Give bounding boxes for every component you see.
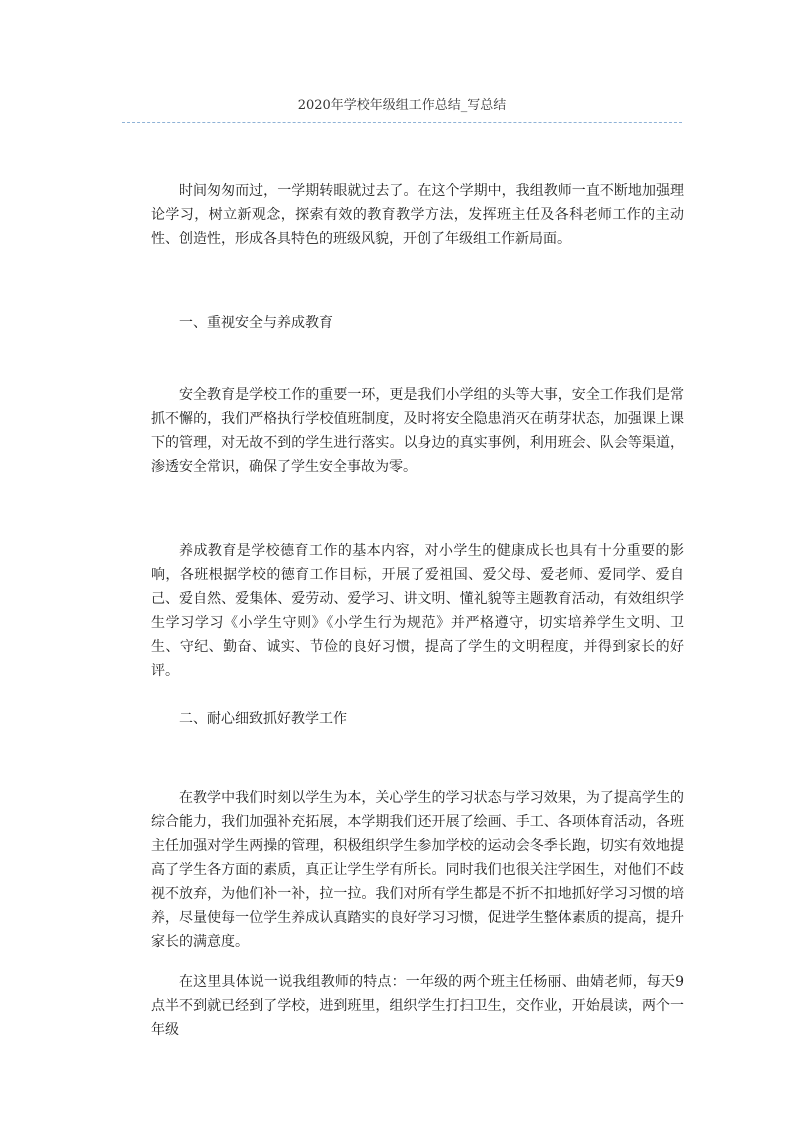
section-heading-safety: 一、重视安全与养成教育	[179, 315, 333, 331]
section-heading-teaching: 二、耐心细致抓好教学工作	[179, 711, 347, 727]
intro-paragraph: 时间匆匆而过，一学期转眼就过去了。在这个学期中，我组教师一直不断地加强理论学习，树立新观念，探索有效的教育教学方法，发挥班主任及各科老师工作的主动性、创造性，形成各具特色的班级风貌，开创了年级组工作新局面。	[151, 183, 684, 247]
document-title: 2020年学校年级组工作总结_写总结	[297, 98, 507, 113]
habit-paragraph: 养成教育是学校德育工作的基本内容，对小学生的健康成长也具有十分重要的影响，各班根据学校的德育工作目标，开展了爱祖国、爱父母、爱老师、爱同学、爱自己、爱自然、爱集体、爱劳动、爱学习、讲文明、懂礼貌等主题教育活动，有效组织学生学习学习《小学生守则》《小学生行为规范》并严格遵守，切实培养学生文明、卫生、守纪、勤奋、诚实、节俭的良好习惯，提高了学生的文明程度，并得到家长的好评。	[151, 543, 684, 679]
title-divider	[122, 122, 682, 123]
safety-paragraph: 安全教育是学校工作的重要一环，更是我们小学组的头等大事，安全工作我们是常抓不懈的，我们严格执行学校值班制度，及时将安全隐患消灭在萌芽状态，加强课上课下的管理，对无故不到的学生进行落实。以身边的真实事例，利用班会、队会等渠道，渗透安全常识，确保了学生安全事故为零。	[151, 387, 684, 475]
teachers-paragraph: 在这里具体说一说我组教师的特点：一年级的两个班主任杨丽、曲婧老师，每天9点半不到就已经到了学校，进到班里，组织学生打扫卫生，交作业，开始晨读，两个一年级	[151, 974, 684, 1038]
teaching-paragraph: 在教学中我们时刻以学生为本，关心学生的学习状态与学习效果，为了提高学生的综合能力，我们加强补充拓展，本学期我们还开展了绘画、手工、各项体育活动，各班主任加强对学生两操的管理，积极组织学生参加学校的运动会冬季长跑，切实有效地提高了学生各方面的素质，真正让学生学有所长。同时我们也很关注学困生，对他们不歧视不放弃，为他们补一补，拉一拉。我们对所有学生都是不折不扣地抓好学习习惯的培养，尽量使每一位学生养成认真踏实的良好学习习惯，促进学生整体素质的提高，提升家长的满意度。	[151, 790, 684, 950]
